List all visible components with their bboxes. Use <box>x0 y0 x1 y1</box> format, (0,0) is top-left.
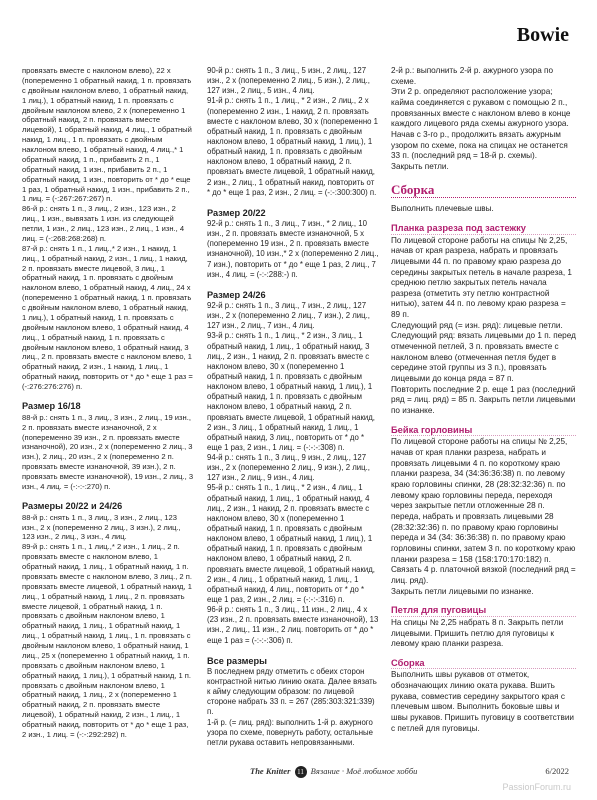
magazine-name: The Knitter <box>250 766 291 776</box>
paragraph: 93-й р.: снять 1 п., 1 лиц., * 2 изн., 3 лиц., 1 обратный накид, 1 лиц., 1 обратный накид, 3 лиц., 2 изн., 1 накид, 2 п. провязать вместе с наклоном влево, 30 х (попеременно 1 обратный накид, 1 п. провязать с двойным наклоном влево, 1 обратный накид, 1 лиц.), 1 обратный накид, 1 п. провязать с двойным наклоном влево, 1 обратный накид, 2 п. провязать вместе лицевой, 1 обратный накид, 2 изн., 3 лиц., 1 обратный накид, 1 лиц., 1 обратный накид, 3 лиц., повторить от * до * еще 1 раз, 2 изн., 1 лиц. = (-:-:-:308) п. <box>207 331 375 452</box>
paragraph: Связать 4 р. платочной вязкой (последний ряд = лиц. ряд). <box>391 565 576 585</box>
paragraph: 92-й р.: снять 1 п., 3 лиц., 7 изн., 2 лиц., 127 изн., 2 х (попеременно 2 лиц., 7 изн.), 2 лиц., 127 изн., 2 лиц., 7 изн., 4 лиц. <box>207 300 370 331</box>
paragraph: 88-й р.: снять 1 п., 3 лиц., 3 изн., 2 лиц., 123 изн., 2 х (попеременно 2 лиц., 3 изн.), 2 лиц., 123 изн., 2 лиц., 3 изн., 4 лиц. <box>22 512 181 542</box>
column-2 <box>207 66 379 748</box>
subsection-placket: Планка разреза под застежку <box>391 223 576 235</box>
paragraph: Выполнить плечевые швы. <box>391 204 494 214</box>
paragraph: Закрыть петли. <box>391 161 449 171</box>
magazine-subtitle: Вязание · Моё любимое хобби <box>310 766 418 776</box>
subsection-assembly: Сборка <box>391 658 576 670</box>
page-number: 11 <box>295 766 307 778</box>
page-title: Bowie <box>516 24 569 46</box>
paragraph: Следующий ряд: вязать лицевыми до 1 п. перед отмеченной петлей, 3 п. провязать вместе с наклоном влево (отмеченная петля будет в середине этой группы из 3 п.), провязать лицевыми до конца ряда = 87 п. <box>391 331 576 384</box>
subsection-button-loop: Петля для пуговицы <box>391 605 576 617</box>
paragraph: По лицевой стороне работы на спицы № 2,25, начав от края разреза, набрать и провязать лицевыми 44 п. по правому краю разреза до середины закрытых петель в начале разреза, 1 среднюю петлю закрытых петель начала разреза (отметить эту петлю контрастной нитью), затем 44 п. по левому краю разреза = 89 п. <box>391 235 572 320</box>
paragraph: Закрыть петли лицевыми по изнанке. <box>391 586 534 596</box>
footer-magazine <box>250 766 417 778</box>
paragraph: Следующий ряд (= изн. ряд): лицевые петли. <box>391 320 563 330</box>
paragraph: 1-й р. (= лиц. ряд): выполнить 1-й р. ажурного узора по схеме, повернуть работу, остальные петли рукава оставить непровязанными. <box>207 717 373 747</box>
paragraph: В последнем ряду отметить с обеих сторон контрастной нитью линию оката. Далее вязать к айму следующим образом: по лицевой стороне набрать 33 п. = 267 (285:303:321:339) п. <box>207 666 377 717</box>
paragraph: 91-й р.: снять 1 п., 1 лиц., * 2 изн., 2 лиц., 2 х (попеременно 2 изн., 1 накид, 2 п. провязать вместе с наклоном влево, 30 х (попеременно 1 обратный накид, 1 п. провязать с двойным наклоном влево, 1 обратный накид, 1 лиц.), 1 обратный накид, 1 п. провязать с двойным наклоном влево, 1 обратный накид, 2 п. провязать вместе лицевой, 1 обратный накид, 2 изн., 2 лиц., 1 обратный накид, повторить от * до * еще 1 раз, 2 изн., 2 лиц. = (-:-:300:300) п. <box>207 96 378 197</box>
paragraph: 96-й р.: снять 1 п., 3 лиц., 11 изн., 2 лиц., 4 х (23 изн., 2 п. провязать вместе изнаночной), 13 изн., 2 лиц., 11 изн., 2 лиц. повторить от * до * еще 1 раз = (-:-:-:306) п. <box>207 605 379 645</box>
subsection-neckband: Бейка горловины <box>391 425 576 437</box>
column-1 <box>22 66 194 740</box>
paragraph: провязать вместе с наклоном влево), 22 х (попеременно 1 обратный накид, 1 п. провязать с двойным наклоном влево, 1 обратный накид, 1 лиц.), 1 обратный накид, 1 п. провязать с двойным наклоном влево, 2 х (попеременно 1 обратный накид, 2 п. провязать вместе лицевой), 1 обратный накид, 4 лиц., 1 обратный накид, 1 лиц., 1 п. провязать с двойным наклоном влево, 1 обратный накид, 4 лиц.,* 1 обратный накид, 1 п., прибавить 2 п., 1 обратный накид, 1 изн., прибавить 2 п., 1 обратный накид, 1 изн., повторить от * до * еще 1 раз, 1 обратный накид, 1 изн., прибавить 2 п., 1 лиц. = (-:267:267:267) п. <box>22 66 192 204</box>
size-heading: Размер 20/22 <box>207 207 266 218</box>
paragraph: Эти 2 р. определяют расположение узора; кайма соединяется с рукавом с помощью 2 п., провязанных вместе с наклоном влево в конце каждого лицевого ряда схемы ажурного узора. <box>391 87 571 129</box>
paragraph: 95-й р.: снять 1 п., 1 лиц., * 2 изн., 4 лиц., 1 обратный накид, 1 лиц., 1 обратный накид, 4 лиц., 2 изн., 1 накид, 2 п. провязать вместе с наклоном влево, 30 х (попеременно 1 обратный накид, 1 п. провязать с двойным наклоном влево, 1 обратный накид, 1 лиц.), 1 обратный накид, 1 п. провязать с двойным наклоном влево, 1 обратный накид, 2 п. провязать вместе лицевой, 1 обратный накид, 2 изн., 4 лиц., 1 обратный накид, 1 лиц., 1 обратный накид, 4 лиц., повторить от * до * еще 1 раз, 2 изн., 2 лиц. = (-:-:-:316) п. <box>207 483 375 605</box>
paragraph: По лицевой стороне работы на спицы № 2,25, начав от края планки разреза, набрать и провязать лицевыми 4 п. по короткому краю планки разреза, 34 (34:36:36:38) п. по левому краю горловины спинки, 28 (28:32:32:36) п. по левому краю горловины переда, переходя через закрытые петли отложенные 28 п. переда, набрать и провязать лицевыми 28 (28:32:32:36) п. по правому краю горловины переда и 34 (34: 36:36:38) п. по правому краю горловины спинки, затем 3 п. по короткому краю планки разреза = 158 (158:170:170:182) п. <box>391 437 576 564</box>
issue-number: 6/2022 <box>545 766 569 776</box>
size-heading: Размер 16/18 <box>22 400 81 411</box>
paragraph: 2-й р.: выполнить 2-й р. ажурного узора по схеме. <box>391 66 554 86</box>
paragraph: 87-й р.: снять 1 п., 1 лиц.,* 2 изн., 1 накид, 1 лиц., 1 обратный накид, 2 изн., 1 лиц., 1 накид, 2 п. провязать вместе лицевой, 3 лиц., 1 обратный накид, 1 п. провязать с двойным наклоном влево, 1 обратный накид, 4 лиц., 24 х (попеременно 1 обратный накид, 1 п. провязать с двойным наклоном влево, 1 обратный накид, 1 лиц.), 1 обратный накид, 1 п. провязать с двойным наклоном влево, 1 обратный накид, 4 лиц., 1 обратный накид, 1 п. провязать с двойным наклоном влево, 1 обратный накид, 3 лиц., 2 п. провязать вместе с наклоном влево, 1 обратный накид, 2 изн., 1 накид, 1 лиц., 1 обратный накид, повторить от * до * еще 1 раз = (-:276:276:276) п. <box>22 243 193 391</box>
size-heading: Все размеры <box>207 655 267 666</box>
paragraph: 94-й р.: снять 1 п., 3 лиц., 9 изн., 2 лиц., 127 изн., 2 х (попеременно 2 лиц., 9 изн.), 2 лиц., 127 изн., 2 лиц., 9 изн., 4 лиц. <box>207 453 370 483</box>
size-heading: Размеры 20/22 и 24/26 <box>22 500 123 511</box>
paragraph: 89-й р.: снять 1 п., 1 лиц.,* 2 изн., 1 лиц., 2 п. провязать вместе с наклоном влево, 1 обратный накид, 1 лиц., 1 обратный накид, 1 п. провязать вместе с наклоном влево, 3 лиц., 2 п. провязать вместе лицевой, 1 обратный накид, 1 лиц., 1 обратный накид, 1 лиц., 2 п. провязать вместе лицевой, 1 обратный накид, 1 п. провязать с двойным наклоном влево, 1 обратный накид, 1 лиц., 1 обратный накид, 1 лиц., 1 обратный накид, 1 лиц., 1 п. провязать с двойным наклоном влево, 1 обратный накид, 1 лиц., 25 х (попеременно 1 обратный накид, 1 п. провязать с двойным наклоном влево, 1 обратный накид, 1 лиц.), 1 обратный накид, 1 п. провязать с двойным наклоном влево, 1 обратный накид, 1 лиц., 2 х (попеременно 1 обратный накид, 2 п. провязать вместе лицевой), 1 обратный накид, 2 изн., 1 лиц., 1 обратный накид, повторить от * до * еще 1 раз, 2 изн., 1 лиц. = (-:-:292:292) п. <box>22 542 192 739</box>
watermark: PassionForum.ru <box>502 782 571 792</box>
paragraph: Повторить последние 2 р. еще 1 раз (последний ряд = лиц. ряд) = 85 п. Закрыть петли лицевыми по изнанке. <box>391 384 576 416</box>
paragraph: 88-й р.: снять 1 п., 3 лиц., 3 изн., 2 лиц., 19 изн., 2 п. провязать вместе изнаночной, 2 х (попеременно 39 изн., 2 п. провязать вместе изнаночной), 20 изн., 2 х (попеременно 2 лиц., 3 изн.), 2 лиц., 20 изн., 2 х (попеременно 2 п. провязать вместе изнаночной, 39 изн.), 2 п. провязать вместе изнаночной), 19 изн., 2 лиц., 3 изн., 4 лиц. = (-:-:-:270) п. <box>22 412 194 491</box>
column-3 <box>391 66 576 734</box>
paragraph: Выполнить швы рукавов от отметок, обозначающих линию оката рукава. Вшить рукава, совместив середину закрытого края с плечевым швом. Выполнить боковые швы и швы рукавов. Пришить пуговицу в соответствии с петлей для пуговицы. <box>391 670 574 733</box>
paragraph: 86-й р.: снять 1 п., 3 лиц., 2 изн., 123 изн., 2 лиц., 1 изн., вывязать 1 изн. из следующей петли, 1 изн., 2 лиц., 123 изн., 2 лиц., 1 изн., 4 лиц. = (-:268:268:268) п. <box>22 204 185 243</box>
size-heading: Размер 24/26 <box>207 289 266 300</box>
paragraph: Начав с 3-го р., продолжить вязать ажурным узором по схеме, пока на спицах не останется 33 п. (последний ряд = 18-й р. схемы). <box>391 129 568 161</box>
section-heading-assembly: Сборка <box>391 185 576 199</box>
paragraph: На спицы № 2,25 набрать 8 п. Закрыть петли лицевыми. Пришить петлю для пуговицы к левому краю планки разреза. <box>391 617 564 649</box>
paragraph: 92-й р.: снять 1 п., 3 лиц., 7 изн., * 2 лиц., 10 изн., 2 п. провязать вместе изнаночной, 5 х (попеременно 19 изн., 2 п. провязать вместе изнаночной), 10 изн.,* 2 х (попеременно 2 лиц., 7 изн.), повторить от * до * еще 1 раз, 2 лиц., 7 изн., 4 лиц. = (-:-:288:-) п. <box>207 218 379 279</box>
paragraph: 90-й р.: снять 1 п., 3 лиц., 5 изн., 2 лиц., 127 изн., 2 х (попеременно 2 лиц., 5 изн.), 2 лиц., 127 изн., 2 лиц., 5 изн., 4 лиц. <box>207 66 370 96</box>
